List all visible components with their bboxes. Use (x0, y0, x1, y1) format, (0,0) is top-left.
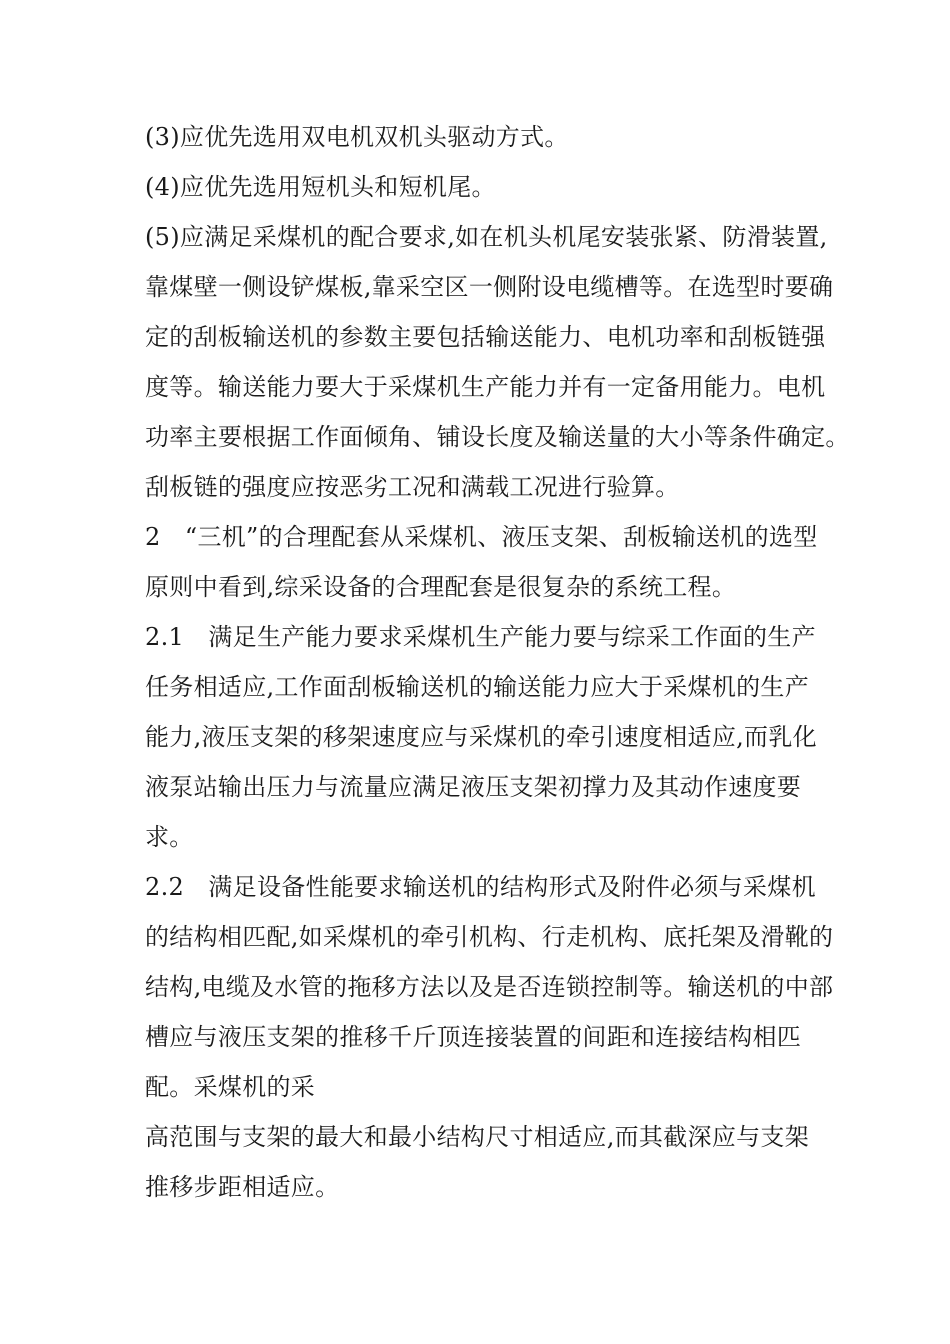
text-line-16: 2.2 满足设备性能要求输送机的结构形式及附件必须与采煤机 (145, 873, 816, 901)
text-line-20: 配。采煤机的采 (145, 1073, 316, 1101)
text-line-19: 槽应与液压支架的推移千斤顶连接装置的间距和连接结构相匹 (145, 1023, 802, 1051)
text-line-21: 高范围与支架的最大和最小结构尺寸相适应,而其截深应与支架 (145, 1123, 810, 1151)
text-line-18: 结构,电缆及水管的拖移方法以及是否连锁控制等。输送机的中部 (145, 973, 834, 1001)
text-line-22: 推移步距相适应。 (145, 1173, 340, 1201)
text-line-15: 求。 (145, 823, 194, 851)
text-line-4: 靠煤壁一侧设铲煤板,靠采空区一侧附设电缆槽等。在选型时要确 (145, 273, 834, 301)
text-line-3: (5)应满足采煤机的配合要求,如在机头机尾安装张紧、防滑装置, (145, 223, 828, 251)
text-line-14: 液泵站输出压力与流量应满足液压支架初撑力及其动作速度要 (145, 773, 802, 801)
text-line-9: 2 “三机”的合理配套从采煤机、液压支架、刮板输送机的选型 (145, 523, 818, 551)
text-line-13: 能力,液压支架的移架速度应与采煤机的牵引速度相适应,而乳化 (145, 723, 817, 751)
text-line-8: 刮板链的强度应按恶劣工况和满载工况进行验算。 (145, 473, 680, 501)
text-line-2: (4)应优先选用短机头和短机尾。 (145, 173, 496, 201)
text-line-10: 原则中看到,综采设备的合理配套是很复杂的系统工程。 (145, 573, 737, 601)
text-line-6: 度等。输送能力要大于采煤机生产能力并有一定备用能力。电机 (145, 373, 826, 401)
text-line-7: 功率主要根据工作面倾角、铺设长度及输送量的大小等条件确定。 (145, 423, 850, 451)
text-line-5: 定的刮板输送机的参数主要包括输送能力、电机功率和刮板链强 (145, 323, 826, 351)
text-line-17: 的结构相匹配,如采煤机的牵引机构、行走机构、底托架及滑靴的 (145, 923, 834, 951)
text-line-11: 2.1 满足生产能力要求采煤机生产能力要与综采工作面的生产 (145, 623, 816, 651)
text-line-1: (3)应优先选用双电机双机头驱动方式。 (145, 123, 569, 151)
text-line-12: 任务相适应,工作面刮板输送机的输送能力应大于采煤机的生产 (145, 673, 810, 701)
